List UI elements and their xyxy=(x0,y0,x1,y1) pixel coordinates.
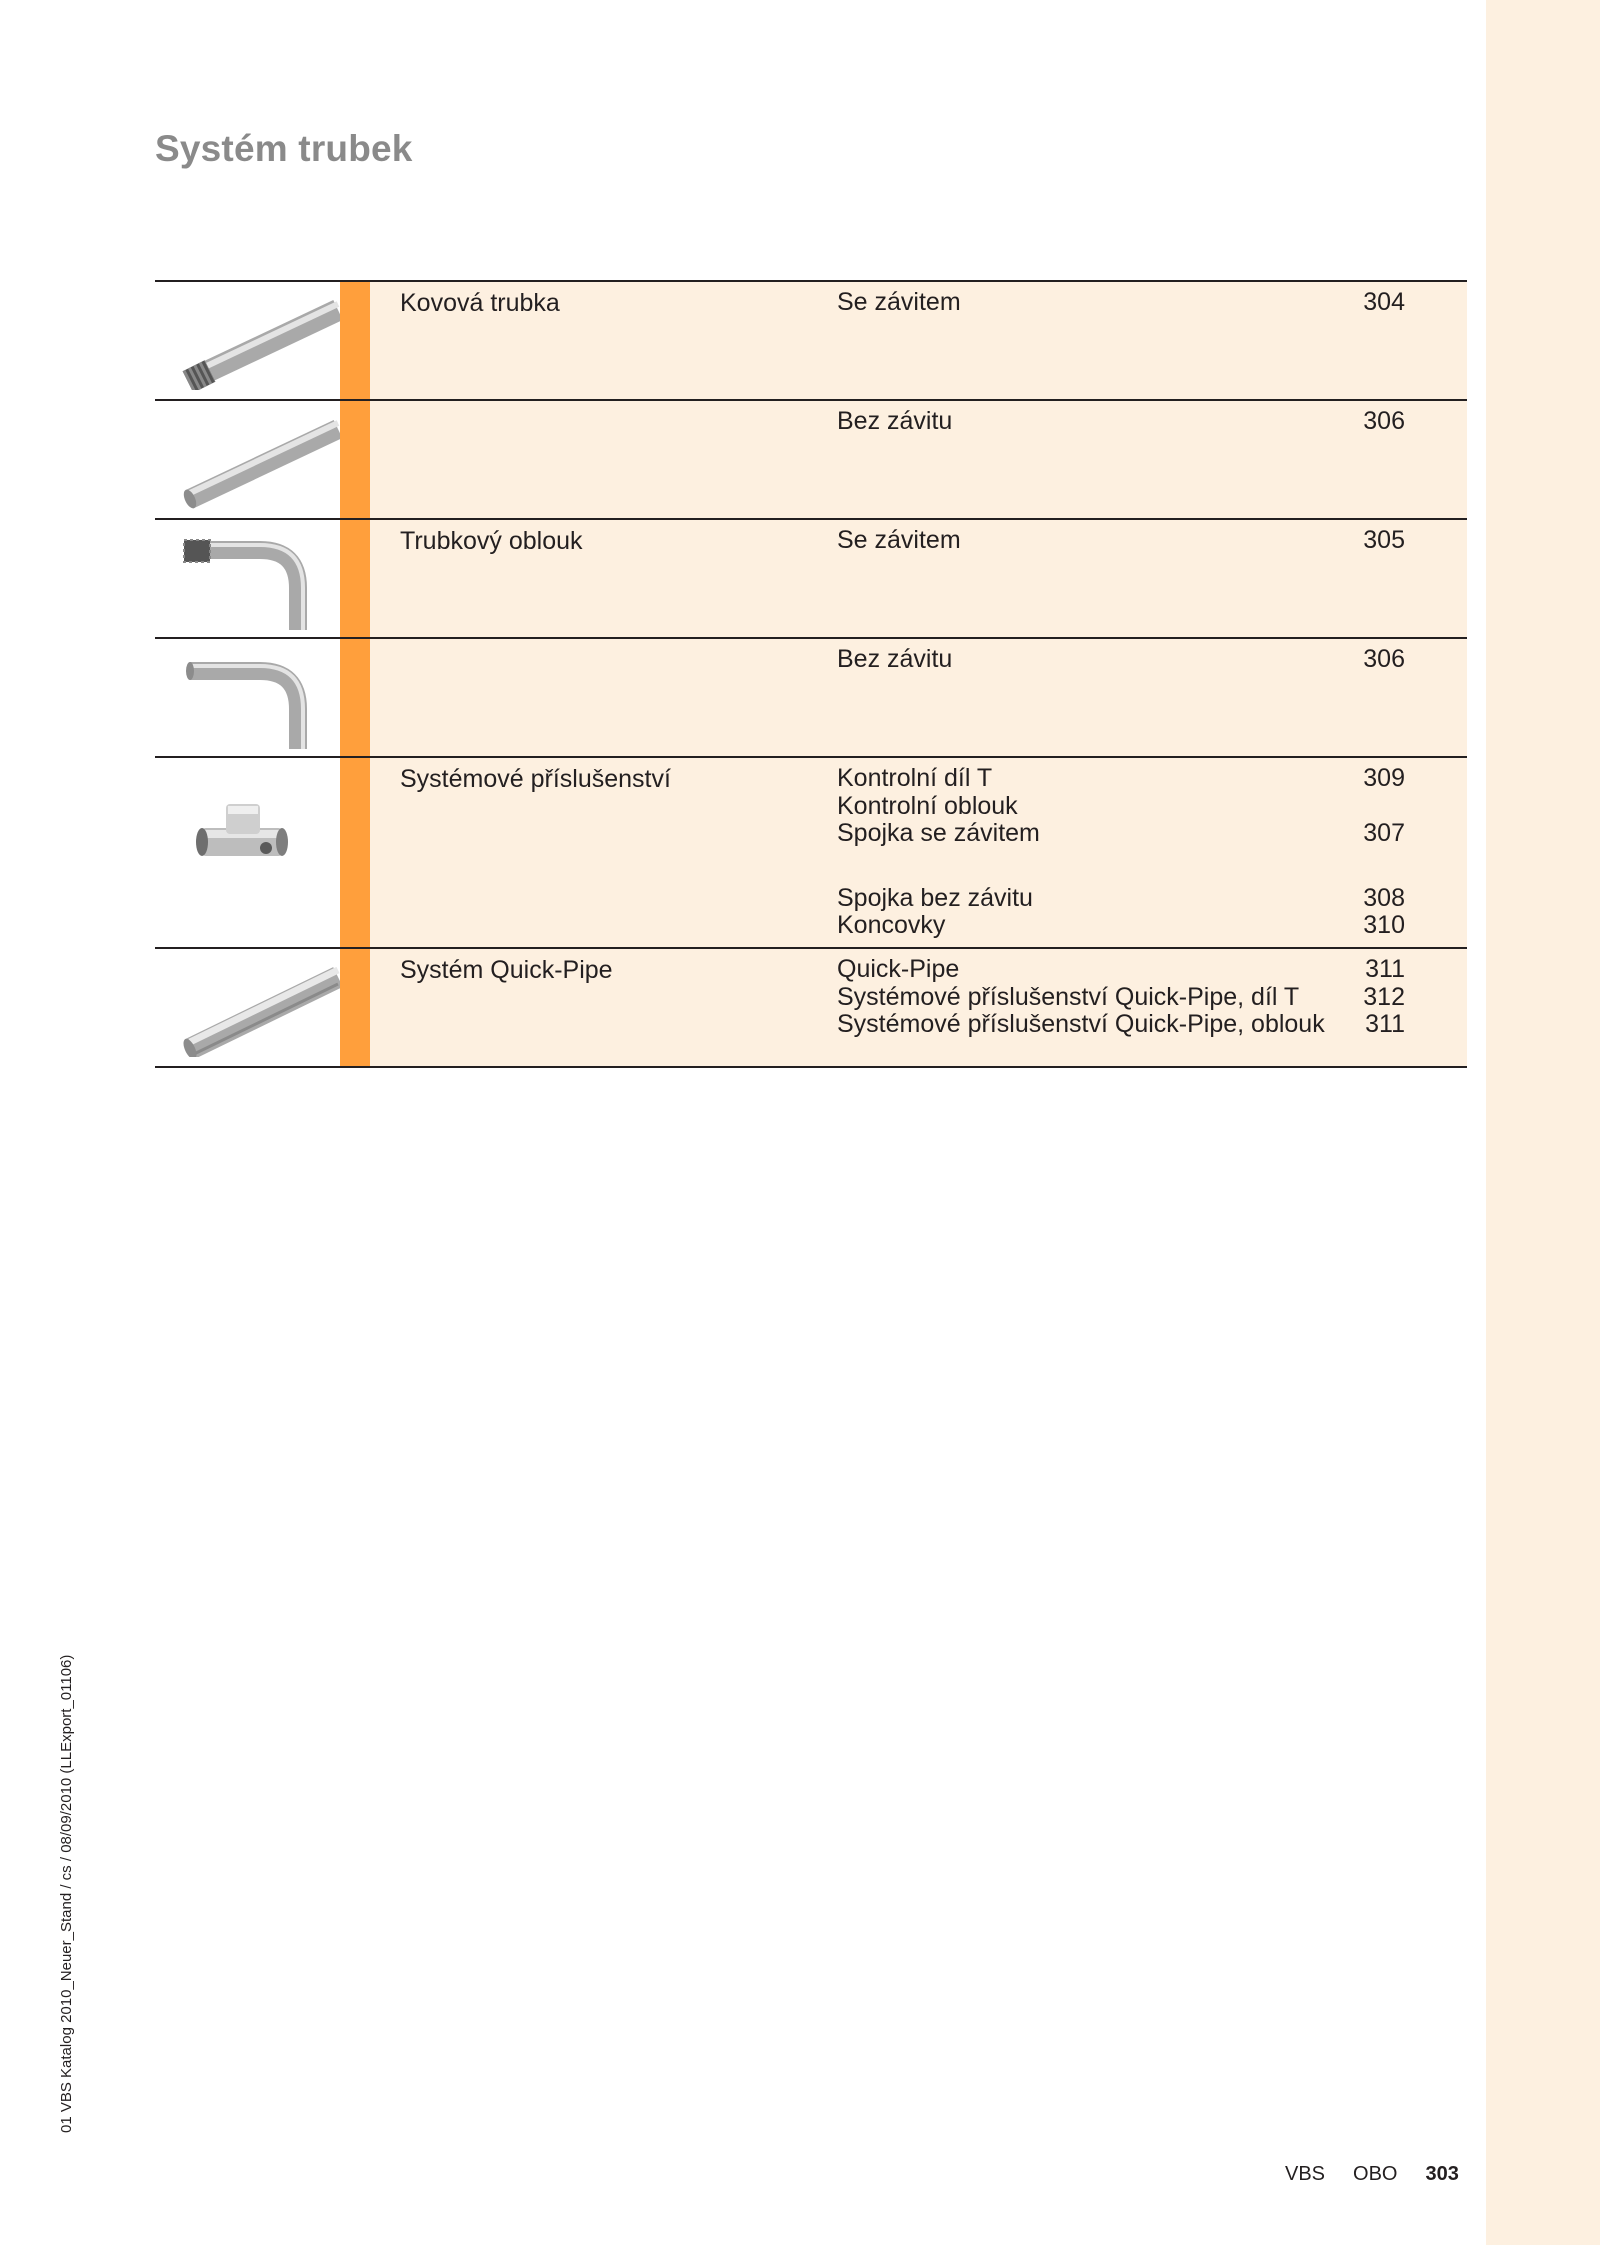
brand-label: VBS xyxy=(1285,2163,1326,2185)
quick-pipe-icon xyxy=(180,957,340,1057)
side-strip xyxy=(1486,0,1600,2245)
thumbnail xyxy=(155,949,340,1066)
subitem[interactable] xyxy=(837,527,1405,555)
page-ref: 311 xyxy=(1365,955,1405,983)
toc-table xyxy=(155,280,1467,1068)
page-footer xyxy=(1285,2163,1459,2186)
print-metadata: 01 VBS Katalog 2010_Neuer_Stand / cs / 08/09/2010 (LLExport_01106) xyxy=(58,1654,75,2133)
page-ref: 311 xyxy=(1365,1010,1405,1038)
subitem-label: Spojka bez závitu xyxy=(837,883,1033,912)
page-ref: 305 xyxy=(1363,526,1405,554)
accent-bar xyxy=(340,758,370,947)
spacer xyxy=(837,848,1405,885)
subitem-label: Se závitem xyxy=(837,526,961,554)
subitem-label: Bez závitu xyxy=(837,407,953,435)
subitem-label: Kontrolní díl T xyxy=(837,764,993,792)
subitem-list xyxy=(837,408,1405,436)
row-content xyxy=(370,401,1467,518)
accent-bar xyxy=(340,520,370,637)
row-content xyxy=(370,282,1467,399)
subitem-list xyxy=(837,956,1405,1039)
row-content xyxy=(370,639,1467,756)
page-ref: 307 xyxy=(1363,819,1405,847)
thumbnail xyxy=(155,639,340,756)
page-ref: 306 xyxy=(1363,407,1405,435)
page-ref: 310 xyxy=(1363,911,1405,939)
page-ref xyxy=(1355,793,1405,821)
subitem[interactable] xyxy=(837,765,1405,793)
category-label: Systém Quick-Pipe xyxy=(400,956,613,984)
subitem[interactable] xyxy=(837,820,1405,848)
t-piece-fitting-icon xyxy=(180,786,340,896)
accent-bar xyxy=(340,949,370,1066)
page-ref: 306 xyxy=(1363,645,1405,673)
brand-label: OBO xyxy=(1353,2163,1398,2185)
category-label: Systémové příslušenství xyxy=(400,765,671,793)
accent-bar xyxy=(340,401,370,518)
thumbnail xyxy=(155,401,340,518)
row-content xyxy=(370,949,1467,1066)
thumbnail xyxy=(155,758,340,947)
page-number: 303 xyxy=(1425,2163,1459,2185)
subitem-list xyxy=(837,289,1405,317)
subitem-label: Systémové příslušenství Quick-Pipe, oblouk xyxy=(837,1010,1325,1038)
toc-row xyxy=(155,282,1467,401)
straight-pipe-icon xyxy=(180,409,340,509)
page-ref: 309 xyxy=(1363,764,1405,792)
subitem[interactable] xyxy=(837,408,1405,436)
subitem-label: Quick-Pipe xyxy=(837,955,960,983)
subitem[interactable] xyxy=(837,956,1405,984)
subitem[interactable] xyxy=(837,984,1405,1012)
threaded-pipe-bend-icon xyxy=(180,528,340,633)
subitem-label: Koncovky xyxy=(837,911,946,939)
page-title: Systém trubek xyxy=(155,128,413,169)
subitem[interactable] xyxy=(837,912,1405,940)
category-label: Kovová trubka xyxy=(400,289,560,317)
subitem[interactable] xyxy=(837,646,1405,674)
category-label: Trubkový oblouk xyxy=(400,527,583,555)
toc-row xyxy=(155,639,1467,758)
subitem-list xyxy=(837,765,1405,940)
subitem[interactable] xyxy=(837,793,1405,821)
page-ref: 308 xyxy=(1363,883,1405,912)
toc-row xyxy=(155,949,1467,1068)
pipe-bend-icon xyxy=(180,647,340,752)
accent-bar xyxy=(340,282,370,399)
page-ref: 304 xyxy=(1363,288,1405,316)
subitem[interactable] xyxy=(837,289,1405,317)
subitem-label: Spojka se závitem xyxy=(837,819,1040,847)
row-content xyxy=(370,758,1467,947)
page-ref: 312 xyxy=(1363,982,1405,1011)
toc-row xyxy=(155,758,1467,949)
subitem-label: Bez závitu xyxy=(837,645,953,673)
toc-row xyxy=(155,401,1467,520)
subitem-label: Systémové příslušenství Quick-Pipe, díl T xyxy=(837,982,1300,1011)
subitem-label: Se závitem xyxy=(837,288,961,316)
subitem[interactable] xyxy=(837,1011,1405,1039)
subitem-list xyxy=(837,527,1405,555)
thumbnail xyxy=(155,282,340,399)
toc-row xyxy=(155,520,1467,639)
subitem[interactable] xyxy=(837,885,1405,913)
subitem-label: Kontrolní oblouk xyxy=(837,791,1018,820)
straight-threaded-pipe-icon xyxy=(180,290,340,390)
thumbnail xyxy=(155,520,340,637)
subitem-list xyxy=(837,646,1405,674)
accent-bar xyxy=(340,639,370,756)
row-content xyxy=(370,520,1467,637)
